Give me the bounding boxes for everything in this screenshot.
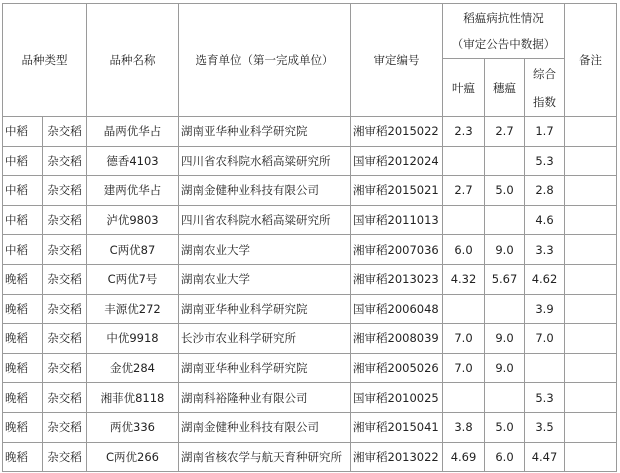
cell-breeding-unit: 湖南亚华种业科学研究院 xyxy=(179,353,351,383)
cell-remark xyxy=(565,442,617,472)
cell-leaf-blast: 2.7 xyxy=(443,176,485,206)
cell-panicle-blast: 5.0 xyxy=(485,176,525,206)
cell-approval-number: 国审稻2011013 xyxy=(351,205,443,235)
cell-season: 中稻 xyxy=(3,205,43,235)
cell-leaf-blast xyxy=(443,294,485,324)
cell-variety-name: C两优266 xyxy=(87,442,179,472)
cell-panicle-blast xyxy=(485,383,525,413)
cell-approval-number: 湘审稻2005026 xyxy=(351,353,443,383)
variety-table xyxy=(2,3,617,472)
cell-season: 晚稻 xyxy=(3,324,43,354)
table-row xyxy=(3,264,617,294)
cell-approval-number: 国审稻2006048 xyxy=(351,294,443,324)
cell-season: 晚稻 xyxy=(3,294,43,324)
cell-variety-name: 两优336 xyxy=(87,412,179,442)
cell-breeding-unit: 湖南农业大学 xyxy=(179,235,351,265)
cell-type: 杂交稻 xyxy=(43,383,87,413)
header-variety-name: 品种名称 xyxy=(87,4,179,117)
cell-remark xyxy=(565,146,617,176)
cell-breeding-unit: 长沙市农业科学研究所 xyxy=(179,324,351,354)
cell-approval-number: 湘审稻2007036 xyxy=(351,235,443,265)
cell-season: 晚稻 xyxy=(3,383,43,413)
table-row xyxy=(3,442,617,472)
cell-leaf-blast: 3.8 xyxy=(443,412,485,442)
composite-line2: 指数 xyxy=(533,94,556,109)
header-blast-resistance xyxy=(443,4,565,59)
cell-type: 杂交稻 xyxy=(43,235,87,265)
cell-type: 杂交稻 xyxy=(43,205,87,235)
cell-approval-number: 湘审稻2015021 xyxy=(351,176,443,206)
cell-remark xyxy=(565,176,617,206)
cell-panicle-blast: 9.0 xyxy=(485,235,525,265)
cell-type: 杂交稻 xyxy=(43,442,87,472)
cell-composite-index: 7.0 xyxy=(525,324,565,354)
cell-season: 晚稻 xyxy=(3,353,43,383)
cell-variety-name: 湘菲优8118 xyxy=(87,383,179,413)
cell-approval-number: 湘审稻2015022 xyxy=(351,117,443,147)
cell-composite-index: 1.7 xyxy=(525,117,565,147)
cell-leaf-blast: 7.0 xyxy=(443,324,485,354)
cell-variety-name: C两优87 xyxy=(87,235,179,265)
cell-composite-index: 3.3 xyxy=(525,235,565,265)
blast-group-subtitle: （审定公告中数据） xyxy=(451,37,556,51)
cell-type: 杂交稻 xyxy=(43,146,87,176)
cell-composite-index xyxy=(525,353,565,383)
cell-leaf-blast xyxy=(443,383,485,413)
cell-composite-index: 4.47 xyxy=(525,442,565,472)
cell-type: 杂交稻 xyxy=(43,353,87,383)
cell-variety-name: C两优7号 xyxy=(87,264,179,294)
cell-type: 杂交稻 xyxy=(43,264,87,294)
cell-remark xyxy=(565,324,617,354)
cell-composite-index: 4.6 xyxy=(525,205,565,235)
cell-variety-name: 德香4103 xyxy=(87,146,179,176)
cell-leaf-blast: 4.69 xyxy=(443,442,485,472)
cell-variety-name: 丰源优272 xyxy=(87,294,179,324)
cell-breeding-unit: 湖南科裕隆种业有限公司 xyxy=(179,383,351,413)
cell-panicle-blast xyxy=(485,294,525,324)
cell-panicle-blast: 9.0 xyxy=(485,324,525,354)
table-body xyxy=(3,117,617,472)
header-composite-index xyxy=(525,59,565,117)
cell-breeding-unit: 湖南省核农学与航天育种研究所 xyxy=(179,442,351,472)
cell-panicle-blast: 2.7 xyxy=(485,117,525,147)
cell-season: 中稻 xyxy=(3,176,43,206)
cell-breeding-unit: 湖南金健种业科技有限公司 xyxy=(179,176,351,206)
cell-breeding-unit: 湖南亚华种业科学研究院 xyxy=(179,294,351,324)
cell-remark xyxy=(565,294,617,324)
table-row xyxy=(3,294,617,324)
cell-composite-index: 3.9 xyxy=(525,294,565,324)
composite-line1: 综合 xyxy=(533,66,556,81)
cell-composite-index: 5.3 xyxy=(525,146,565,176)
table-row xyxy=(3,117,617,147)
cell-panicle-blast: 5.0 xyxy=(485,412,525,442)
cell-leaf-blast: 4.32 xyxy=(443,264,485,294)
cell-remark xyxy=(565,383,617,413)
cell-variety-name: 建两优华占 xyxy=(87,176,179,206)
cell-remark xyxy=(565,117,617,147)
table-row xyxy=(3,383,617,413)
cell-composite-index: 4.62 xyxy=(525,264,565,294)
cell-type: 杂交稻 xyxy=(43,176,87,206)
cell-season: 晚稻 xyxy=(3,412,43,442)
cell-approval-number: 国审稻2012024 xyxy=(351,146,443,176)
cell-remark xyxy=(565,205,617,235)
cell-leaf-blast xyxy=(443,146,485,176)
blast-group-title: 稻瘟病抗性情况 xyxy=(463,11,544,25)
cell-variety-name: 晶两优华占 xyxy=(87,117,179,147)
header-approval-number: 审定编号 xyxy=(351,4,443,117)
cell-type: 杂交稻 xyxy=(43,117,87,147)
cell-breeding-unit: 湖南农业大学 xyxy=(179,264,351,294)
cell-leaf-blast: 6.0 xyxy=(443,235,485,265)
cell-season: 中稻 xyxy=(3,117,43,147)
table-row xyxy=(3,235,617,265)
cell-panicle-blast xyxy=(485,205,525,235)
cell-leaf-blast xyxy=(443,205,485,235)
header-breeding-unit: 选育单位（第一完成单位） xyxy=(179,4,351,117)
cell-approval-number: 湘审稻2013022 xyxy=(351,442,443,472)
header-panicle-blast: 穗瘟 xyxy=(485,59,525,117)
cell-panicle-blast xyxy=(485,146,525,176)
cell-breeding-unit: 湖南金健种业科技有限公司 xyxy=(179,412,351,442)
cell-leaf-blast: 7.0 xyxy=(443,353,485,383)
table-row xyxy=(3,176,617,206)
table-row xyxy=(3,146,617,176)
cell-remark xyxy=(565,264,617,294)
cell-composite-index: 5.3 xyxy=(525,383,565,413)
cell-variety-name: 金优284 xyxy=(87,353,179,383)
cell-approval-number: 湘审稻2013023 xyxy=(351,264,443,294)
cell-type: 杂交稻 xyxy=(43,294,87,324)
cell-variety-name: 泸优9803 xyxy=(87,205,179,235)
header-variety-type: 品种类型 xyxy=(3,4,87,117)
cell-season: 晚稻 xyxy=(3,442,43,472)
table-row xyxy=(3,412,617,442)
cell-remark xyxy=(565,412,617,442)
cell-remark xyxy=(565,235,617,265)
cell-remark xyxy=(565,353,617,383)
cell-type: 杂交稻 xyxy=(43,324,87,354)
cell-approval-number: 国审稻2010025 xyxy=(351,383,443,413)
cell-approval-number: 湘审稻2015041 xyxy=(351,412,443,442)
cell-leaf-blast: 2.3 xyxy=(443,117,485,147)
table-row xyxy=(3,205,617,235)
cell-panicle-blast: 9.0 xyxy=(485,353,525,383)
cell-panicle-blast: 6.0 xyxy=(485,442,525,472)
cell-variety-name: 中优9918 xyxy=(87,324,179,354)
cell-breeding-unit: 四川省农科院水稻高粱研究所 xyxy=(179,205,351,235)
header-leaf-blast: 叶瘟 xyxy=(443,59,485,117)
table-row xyxy=(3,353,617,383)
cell-composite-index: 2.8 xyxy=(525,176,565,206)
cell-breeding-unit: 四川省农科院水稻高粱研究所 xyxy=(179,146,351,176)
table-row xyxy=(3,324,617,354)
cell-season: 中稻 xyxy=(3,146,43,176)
cell-season: 晚稻 xyxy=(3,264,43,294)
cell-panicle-blast: 5.67 xyxy=(485,264,525,294)
cell-type: 杂交稻 xyxy=(43,412,87,442)
cell-approval-number: 湘审稻2008039 xyxy=(351,324,443,354)
cell-season: 中稻 xyxy=(3,235,43,265)
cell-breeding-unit: 湖南亚华种业科学研究院 xyxy=(179,117,351,147)
header-remarks: 备注 xyxy=(565,4,617,117)
cell-composite-index: 3.5 xyxy=(525,412,565,442)
